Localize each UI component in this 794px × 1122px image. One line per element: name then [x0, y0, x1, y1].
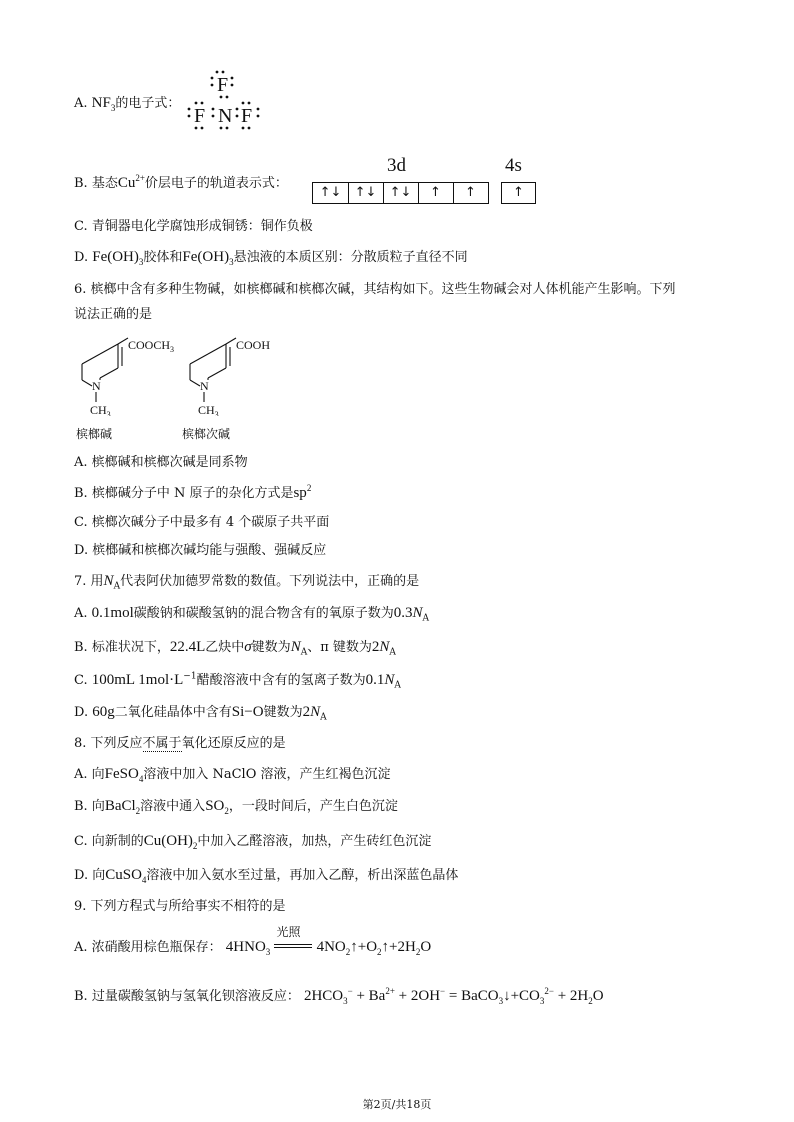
- q6-stem-line1: 6. 槟榔中含有多种生物碱，如槟榔碱和槟榔次碱，其结构如下。这些生物碱会对人体机能产生影响。下列: [74, 282, 676, 297]
- q8-stem: 8. 下列反应不属于氧化还原反应的是: [74, 736, 286, 751]
- group-label: $COOCH_3$: [128, 338, 175, 354]
- option-text: 的电子式：: [115, 96, 181, 111]
- arecaidine-structure: [178, 334, 288, 416]
- orbital-cell: ↑: [418, 183, 454, 203]
- q7-option-d: D. 60g二氧化硅晶体中含有Si−O键数为$2N_A$: [74, 704, 327, 723]
- orbital-cell: ↑↓: [348, 183, 384, 203]
- orbital-cell: ↑: [513, 185, 524, 200]
- structure-name-arecoline: 槟榔碱: [76, 427, 113, 441]
- orbital-box-4s: [501, 182, 536, 204]
- page-number-footer: 第2页/共18页: [362, 1098, 432, 1111]
- q8-option-b: B. 向BaCl$_2$溶液中通入$SO_2$，一段时间后，产生白色沉淀: [74, 798, 398, 816]
- option-text: 价层电子的轨道表示式：: [144, 176, 288, 191]
- nf3-lewis-structure: [186, 66, 266, 132]
- q8-option-d: D. 向CuSO$_4$溶液中加入氨水至过量，再加入乙醇，析出深蓝色晶体: [74, 867, 459, 885]
- option-label: B. 基态: [74, 176, 118, 191]
- option-c-bronze: C. 青铜器电化学腐蚀形成铜锈：铜作负极: [74, 219, 313, 234]
- orbital-label-4s: 4s: [505, 155, 522, 176]
- orbital-cell: ↑↓: [383, 183, 419, 203]
- svg-text:N: N: [218, 105, 233, 127]
- option-b-cu: [74, 174, 288, 193]
- nitrogen-atom-label: N: [92, 379, 101, 393]
- q8-option-c: C. 向新制的$Cu(OH)_2$中加入乙醛溶液，加热，产生砖红色沉淀: [74, 833, 432, 851]
- formula-nf3: $NF_3$: [91, 95, 116, 113]
- svg-text:F: F: [217, 74, 229, 96]
- q6-option-c: C. 槟榔次碱分子中最多有 4 个碳原子共平面: [74, 515, 330, 530]
- q9-option-b: B. 过量碳酸氢钠与氢氧化钡溶液反应： $2HCO_3^- + Ba^{2+} + 2OH^-$ = $BaCO_3↓+CO_3^{2-} + 2H_2O$: [74, 986, 604, 1006]
- q8-option-a: A. 向FeSO$_4$溶液中加入 NaClO 溶液，产生红褐色沉淀: [74, 766, 391, 784]
- q7-option-b: B. 标准状况下，22.4L乙炔中σ键数为$N_A$、π 键数为$2N_A$: [74, 639, 396, 658]
- orbital-box-3d: [312, 182, 489, 204]
- option-a-nf3: [74, 94, 180, 113]
- orbital-cell: ↑: [465, 185, 476, 200]
- q6-stem-line2: 说法正确的是: [74, 307, 153, 322]
- option-label: A.: [74, 96, 88, 111]
- methyl-label: $CH_3$: [198, 403, 219, 416]
- orbital-cell: ↑↓: [313, 183, 349, 203]
- arecoline-structure: [70, 334, 190, 416]
- q7-stem: 7. 用$N_A$代表阿伏加德罗常数的数值。下列说法中，正确的是: [74, 573, 420, 592]
- q9-option-a: A. 浓硝酸用棕色瓶保存： $4HNO_3$ 光照 $4NO_2↑+O_2↑+2H_2O$: [74, 924, 432, 957]
- group-label: COOH: [236, 338, 271, 352]
- q6-option-b: B. 槟榔碱分子中 N 原子的杂化方式是$sp^2$: [74, 483, 312, 501]
- methyl-label: $CH_3$: [90, 403, 111, 416]
- orbital-label-3d: 3d: [387, 155, 406, 176]
- q9-stem: 9. 下列方程式与所给事实不相符的是: [74, 899, 286, 914]
- q7-option-a: A. 0.1mol碳酸钠和碳酸氢钠的混合物含有的氧原子数为$0.3N_A$: [74, 605, 430, 624]
- svg-text:F: F: [241, 105, 253, 127]
- q7-option-c: C. 100mL $1mol\cdot L^{-1}$醋酸溶液中含有的氢离子数为$0.1N_A$: [74, 671, 401, 691]
- nitrogen-atom-label: N: [200, 379, 209, 393]
- condition-arrow: 光照: [274, 939, 312, 957]
- q6-option-d: D. 槟榔碱和槟榔次碱均能与强酸、强碱反应: [74, 543, 327, 558]
- formula-cu: $Cu^{2+}$: [117, 173, 145, 191]
- q6-option-a: A. 槟榔碱和槟榔次碱是同系物: [74, 455, 248, 470]
- option-d-feoh: D. $Fe(OH)_3$胶体和$Fe(OH)_3$悬浊液的本质区别：分散质粒子直径不同: [74, 249, 468, 267]
- svg-text:F: F: [194, 105, 206, 127]
- structure-name-arecaidine: 槟榔次碱: [182, 427, 231, 441]
